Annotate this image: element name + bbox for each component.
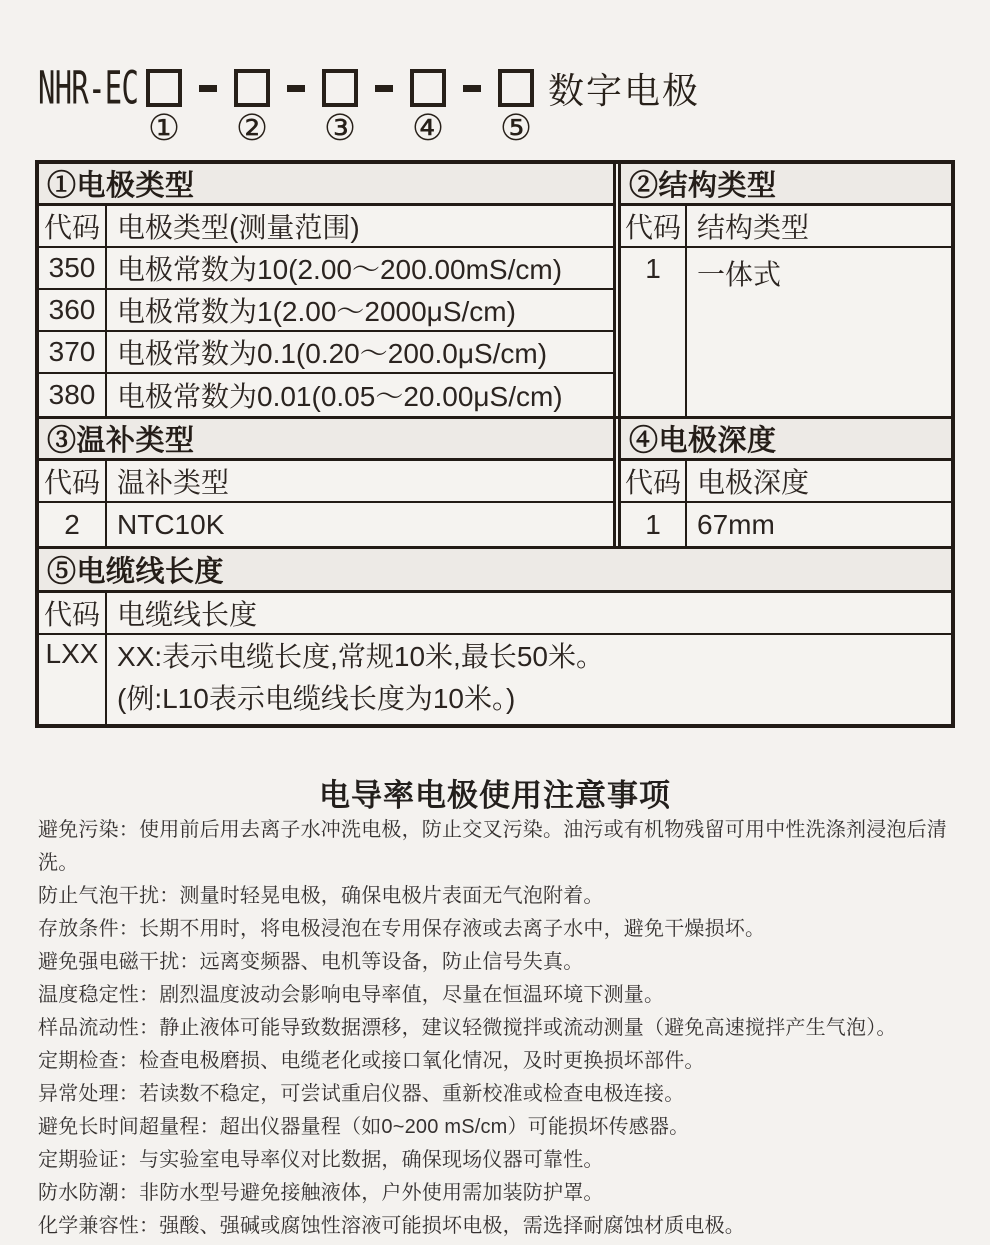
col-header-type: 结构类型 xyxy=(697,212,810,243)
section-cable-length xyxy=(39,549,951,724)
cell-value: NTC10K xyxy=(117,508,225,540)
table-row xyxy=(39,635,951,724)
section-title: ②结构类型 xyxy=(621,164,951,206)
cell-value: 电极常数为0.01(0.05～20.00μS/cm) xyxy=(117,381,563,412)
section-title: ①电极类型 xyxy=(39,164,613,206)
note-item: 定期检查：检查电极磨损、电缆老化或接口氧化情况，及时更换损坏部件。 xyxy=(38,1050,705,1072)
note-item: 样品流动性：静止液体可能导致数据漂移，建议轻微搅拌或流动测量（避免高速搅拌产生气泡）。 xyxy=(38,1017,897,1039)
model-box-2 xyxy=(234,69,270,107)
cell-value: 67mm xyxy=(697,508,775,540)
col-header-code: 代码 xyxy=(39,206,107,246)
col-header-code: 代码 xyxy=(621,461,687,501)
notes-list xyxy=(38,814,954,1243)
note-item: 异常处理：若读数不稳定，可尝试重启仪器、重新校准或检查电极连接。 xyxy=(38,1083,685,1105)
position-marker-1: ① xyxy=(147,108,181,149)
position-marker-5: ⑤ xyxy=(499,108,533,149)
model-prefix-text: NHR-EC xyxy=(38,61,139,115)
cell-value: 一体式 xyxy=(697,259,782,290)
section-temp-compensation xyxy=(39,419,616,546)
model-box-4 xyxy=(410,69,446,107)
cell-code: 360 xyxy=(39,290,107,330)
cell-code: 380 xyxy=(39,374,107,416)
section-title: ④电极深度 xyxy=(621,419,951,461)
column-header-row xyxy=(39,461,613,503)
position-marker-4: ④ xyxy=(411,108,445,149)
cell-value xyxy=(107,635,951,724)
col-header-type: 电极深度 xyxy=(697,467,810,498)
model-suffix: 数字电极 xyxy=(548,69,701,111)
position-marker-3: ③ xyxy=(323,108,357,149)
table-row xyxy=(39,332,613,374)
section-electrode-type xyxy=(39,164,616,416)
table-row xyxy=(39,503,613,546)
note-item: 避免强电磁干扰：远离变频器、电机等设备，防止信号失真。 xyxy=(38,951,584,973)
note-item: 存放条件：长期不用时，将电极浸泡在专用保存液或去离子水中，避免干燥损坏。 xyxy=(38,918,766,940)
column-header-row xyxy=(39,593,951,635)
note-item: 化学兼容性：强酸、强碱或腐蚀性溶液可能损坏电极，需选择耐腐蚀材质电极。 xyxy=(38,1215,745,1237)
dash-separator xyxy=(199,85,217,92)
notes-title: 电导率电极使用注意事项 xyxy=(319,778,671,813)
section-electrode-depth xyxy=(618,419,951,546)
spec-table xyxy=(35,160,955,728)
model-code-line xyxy=(38,61,701,115)
cell-code: 2 xyxy=(39,503,107,546)
model-prefix xyxy=(38,61,140,115)
column-header-row xyxy=(621,206,951,248)
column-header-row xyxy=(621,461,951,503)
dash-separator xyxy=(287,85,305,92)
cell-value: 电极常数为1(2.00～2000μS/cm) xyxy=(117,296,516,327)
dash-separator xyxy=(463,85,481,92)
band-1 xyxy=(39,164,951,416)
cable-length-desc-line2: (例:L10表示电缆线长度为10米。) xyxy=(117,683,516,714)
model-box-5 xyxy=(498,69,534,107)
position-markers xyxy=(0,108,990,150)
note-item: 防水防潮：非防水型号避免接触液体，户外使用需加装防护罩。 xyxy=(38,1182,604,1204)
note-item: 避免污染：使用前后用去离子水冲洗电极，防止交叉污染。油污或有机物残留可用中性洗涤剂浸泡后清洗。 xyxy=(38,819,947,874)
note-item: 避免长时间超量程：超出仪器量程（如0~200 mS/cm）可能损坏传感器。 xyxy=(38,1116,690,1138)
col-header-type: 电缆线长度 xyxy=(117,599,258,630)
table-row xyxy=(39,290,613,332)
col-header-type: 温补类型 xyxy=(117,467,230,498)
note-item: 防止气泡干扰：测量时轻晃电极，确保电极片表面无气泡附着。 xyxy=(38,885,604,907)
cell-code: 350 xyxy=(39,248,107,288)
col-header-code: 代码 xyxy=(621,206,687,246)
model-box-3 xyxy=(322,69,358,107)
position-marker-2: ② xyxy=(235,108,269,149)
section-structure-type xyxy=(618,164,951,416)
band-2 xyxy=(39,419,951,546)
cell-value: 电极常数为10(2.00～200.00mS/cm) xyxy=(117,254,563,285)
cell-code: 370 xyxy=(39,332,107,372)
col-header-code: 代码 xyxy=(39,461,107,501)
table-row xyxy=(39,248,613,290)
col-header-code: 代码 xyxy=(39,593,107,633)
section-title: ③温补类型 xyxy=(39,419,613,461)
note-item: 温度稳定性：剧烈温度波动会影响电导率值，尽量在恒温环境下测量。 xyxy=(38,984,665,1006)
section-title: ⑤电缆线长度 xyxy=(39,549,951,593)
model-box-1 xyxy=(146,69,182,107)
table-row xyxy=(621,503,951,546)
dash-separator xyxy=(375,85,393,92)
cell-value: 电极常数为0.1(0.20～200.0μS/cm) xyxy=(117,338,548,369)
cell-code: 1 xyxy=(621,248,687,416)
note-item: 定期验证：与实验室电导率仪对比数据，确保现场仪器可靠性。 xyxy=(38,1149,604,1171)
cell-code: LXX xyxy=(39,635,107,724)
cable-length-desc-line1: XX:表示电缆长度,常规10米,最长50米。 xyxy=(117,641,604,672)
table-row xyxy=(39,374,613,416)
column-header-row xyxy=(39,206,613,248)
table-row xyxy=(621,248,951,416)
cell-code: 1 xyxy=(621,503,687,546)
col-header-type: 电极类型(测量范围) xyxy=(117,212,360,243)
